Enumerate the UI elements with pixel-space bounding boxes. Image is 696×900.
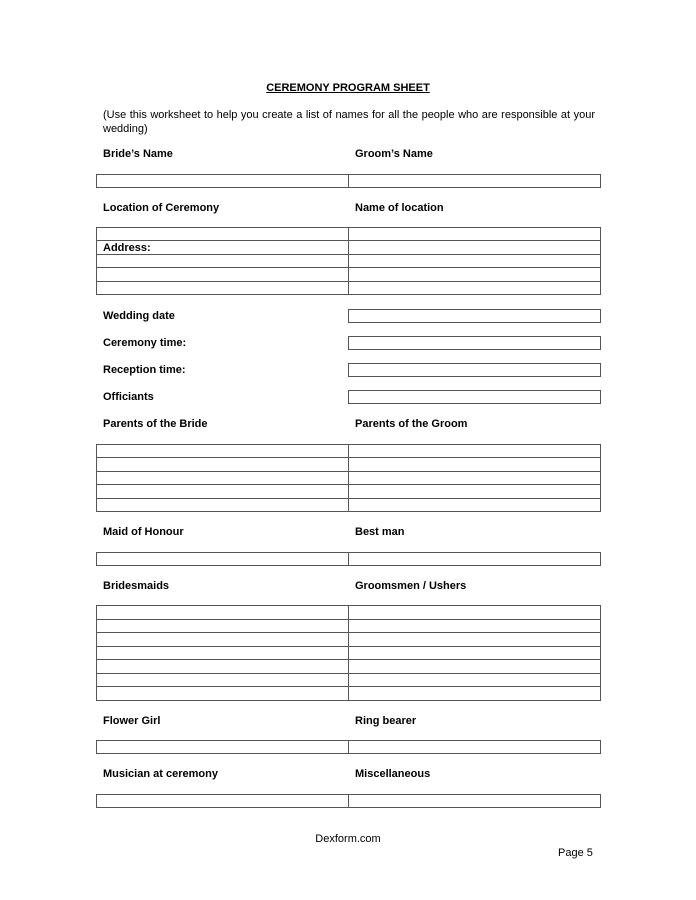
bridesmaid-field-2[interactable] [96, 619, 349, 633]
address-label-cell [96, 240, 349, 255]
grooms-name-label: Groom’s Name [355, 148, 433, 160]
location-field[interactable] [96, 227, 349, 241]
groomsman-field-4[interactable] [348, 646, 601, 660]
bridesmaids-label: Bridesmaids [103, 580, 170, 592]
parents-groom-field-5[interactable] [348, 498, 601, 512]
bridesmaid-field-4[interactable] [96, 646, 349, 660]
parents-groom-field-1[interactable] [348, 444, 601, 458]
address-label: Address: [103, 242, 151, 254]
address-field-2[interactable] [348, 254, 601, 268]
groomsman-field-5[interactable] [348, 659, 601, 674]
location-name-field[interactable] [348, 227, 601, 241]
address-field-3[interactable] [348, 267, 601, 282]
groomsmen-ushers-label: Groomsmen / Ushers [355, 580, 467, 592]
miscellaneous-field[interactable] [348, 794, 601, 808]
groomsman-field-7[interactable] [348, 686, 601, 701]
groomsman-field-1[interactable] [348, 605, 601, 620]
parents-bride-field-5[interactable] [96, 498, 349, 512]
page-number: Page 5 [558, 847, 593, 859]
location-of-ceremony-label: Location of Ceremony [103, 202, 220, 214]
flower-girl-field[interactable] [96, 740, 349, 754]
parents-of-bride-label: Parents of the Bride [103, 418, 208, 430]
bridesmaid-field-1[interactable] [96, 605, 349, 620]
footer-site: Dexform.com [315, 833, 381, 845]
maid-of-honour-field[interactable] [96, 552, 349, 566]
parents-bride-field-3[interactable] [96, 471, 349, 485]
parents-bride-field-2[interactable] [96, 457, 349, 472]
address-field-4[interactable] [348, 281, 601, 295]
reception-time-field[interactable] [348, 363, 601, 377]
wedding-date-field[interactable] [348, 309, 601, 323]
parents-bride-field-1[interactable] [96, 444, 349, 458]
parents-groom-field-3[interactable] [348, 471, 601, 485]
parents-groom-field-2[interactable] [348, 457, 601, 472]
officiants-field[interactable] [348, 390, 601, 404]
page-title: CEREMONY PROGRAM SHEET [266, 82, 430, 94]
ceremony-time-label: Ceremony time: [103, 337, 187, 349]
bridesmaid-field-6[interactable] [96, 673, 349, 687]
grooms-name-field[interactable] [348, 174, 601, 188]
bridesmaid-field-7[interactable] [96, 686, 349, 701]
address-field-left-4[interactable] [96, 281, 349, 295]
ring-bearer-label: Ring bearer [355, 715, 417, 727]
address-field-1[interactable] [348, 240, 601, 255]
ceremony-time-field[interactable] [348, 336, 601, 350]
groomsman-field-2[interactable] [348, 619, 601, 633]
best-man-field[interactable] [348, 552, 601, 566]
parents-of-groom-label: Parents of the Groom [355, 418, 468, 430]
address-field-left-3[interactable] [96, 267, 349, 282]
groomsman-field-6[interactable] [348, 673, 601, 687]
name-of-location-label: Name of location [355, 202, 444, 214]
flower-girl-label: Flower Girl [103, 715, 161, 727]
brides-name-label: Bride’s Name [103, 148, 173, 160]
bridesmaid-field-3[interactable] [96, 632, 349, 647]
musician-field[interactable] [96, 794, 349, 808]
intro-text: (Use this worksheet to help you create a list of names for all the people who are responsible at your wedding) [103, 109, 595, 135]
maid-of-honour-label: Maid of Honour [103, 526, 184, 538]
wedding-date-label: Wedding date [103, 310, 175, 322]
parents-groom-field-4[interactable] [348, 484, 601, 499]
miscellaneous-label: Miscellaneous [355, 768, 431, 780]
address-field-left-2[interactable] [96, 254, 349, 268]
musician-at-ceremony-label: Musician at ceremony [103, 768, 218, 780]
best-man-label: Best man [355, 526, 405, 538]
ring-bearer-field[interactable] [348, 740, 601, 754]
groomsman-field-3[interactable] [348, 632, 601, 647]
parents-bride-field-4[interactable] [96, 484, 349, 499]
brides-name-field[interactable] [96, 174, 349, 188]
officiants-label: Officiants [103, 391, 154, 403]
bridesmaid-field-5[interactable] [96, 659, 349, 674]
reception-time-label: Reception time: [103, 364, 186, 376]
